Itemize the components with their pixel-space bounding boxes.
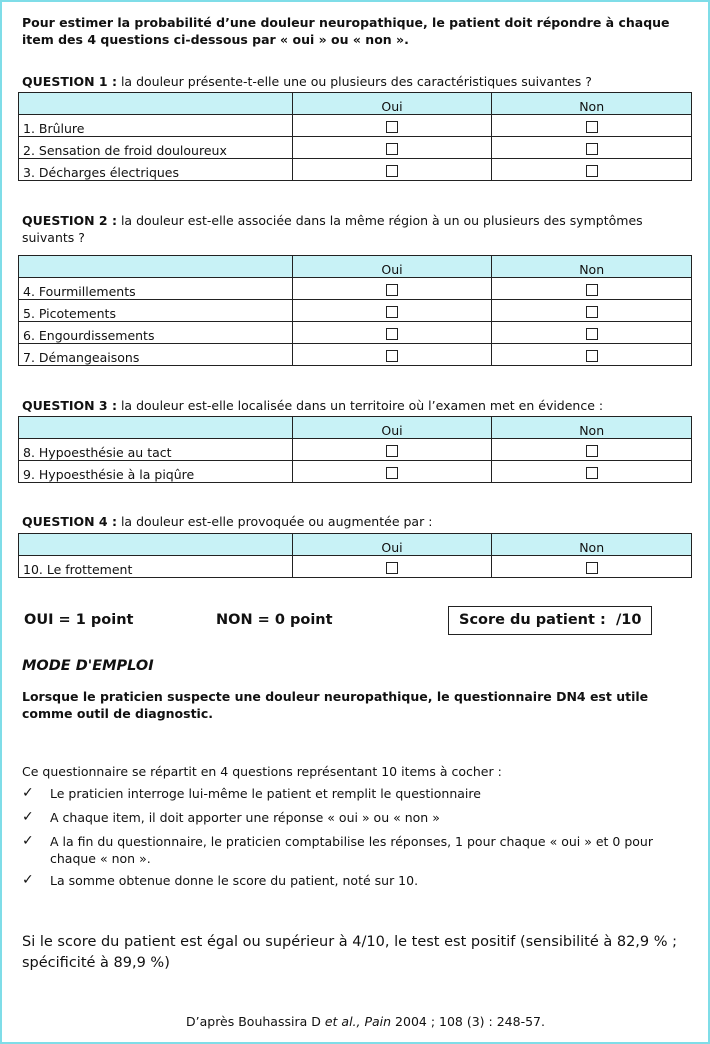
check-icon: ✓ [22, 833, 34, 849]
result-text: Si le score du patient est égal ou supérieur à 4/10, le test est positif (sensibilité à 82,9 % ; spécificité à 89,9 %) [22, 934, 678, 971]
item-label: 1. Brûlure [19, 115, 293, 137]
reference-rest: 2004 ; 108 (3) : 248-57. [391, 1014, 545, 1029]
question-1-text: la douleur présente-t-elle une ou plusieurs des caractéristiques suivantes ? [116, 74, 592, 89]
check-icon: ✓ [22, 809, 34, 825]
question-2-title [22, 212, 662, 246]
non-header: Non [492, 256, 692, 278]
item-label: 7. Démangeaisons [19, 344, 293, 366]
non-header: Non [492, 534, 692, 556]
item-label: 4. Fourmillements [19, 278, 293, 300]
check-text: La somme obtenue donne le score du patient, noté sur 10. [50, 873, 419, 888]
table-row [19, 344, 692, 366]
question-4-label: QUESTION 4 : [22, 514, 117, 529]
non-checkbox[interactable] [586, 445, 598, 457]
table-row [19, 137, 692, 159]
mode-intro: Ce questionnaire se répartit en 4 questions représentant 10 items à cocher : [22, 764, 502, 779]
table-row [19, 115, 692, 137]
check-icon: ✓ [22, 872, 34, 888]
table-row [19, 439, 692, 461]
intro-text: Pour estimer la probabilité d’une douleur neuropathique, le patient doit répondre à chaque item des 4 questions ci-dessous par « oui » ou « non ». [22, 15, 670, 47]
oui-checkbox[interactable] [386, 328, 398, 340]
question-2-text: la douleur est-elle associée dans la même région à un ou plusieurs des symptômes suivants ? [22, 213, 643, 245]
score-label: Score du patient : [459, 612, 606, 628]
oui-header: Oui [292, 256, 492, 278]
item-label: 8. Hypoesthésie au tact [19, 439, 293, 461]
oui-checkbox[interactable] [386, 284, 398, 296]
oui-checkbox[interactable] [386, 143, 398, 155]
table-row [19, 159, 692, 181]
check-text: A la fin du questionnaire, le praticien comptabilise les réponses, 1 pour chaque « oui » et 0 pour chaque « non ». [50, 834, 653, 866]
non-checkbox[interactable] [586, 328, 598, 340]
table-row [19, 278, 692, 300]
oui-checkbox[interactable] [386, 165, 398, 177]
question-4-title [22, 513, 662, 530]
oui-checkbox[interactable] [386, 350, 398, 362]
check-text: Le praticien interroge lui-même le patient et remplit le questionnaire [50, 786, 481, 801]
question-1-label: QUESTION 1 : [22, 74, 117, 89]
non-checkbox[interactable] [586, 165, 598, 177]
non-checkbox[interactable] [586, 121, 598, 133]
question-4-table [18, 533, 692, 578]
question-4-text: la douleur est-elle provoquée ou augmentée par : [116, 514, 433, 529]
item-label: 9. Hypoesthésie à la piqûre [19, 461, 293, 483]
non-checkbox[interactable] [586, 562, 598, 574]
non-header: Non [492, 93, 692, 115]
item-label: 6. Engourdissements [19, 322, 293, 344]
item-label: 3. Décharges électriques [19, 159, 293, 181]
question-1-table [18, 92, 692, 181]
reference-prefix: D’après Bouhassira D [186, 1014, 325, 1029]
question-3-text: la douleur est-elle localisée dans un territoire où l’examen met en évidence : [116, 398, 604, 413]
table-row [19, 461, 692, 483]
oui-checkbox[interactable] [386, 467, 398, 479]
item-label: 10. Le frottement [19, 556, 293, 578]
reference-journal: Pain [364, 1014, 392, 1029]
item-label: 2. Sensation de froid douloureux [19, 137, 293, 159]
oui-checkbox[interactable] [386, 562, 398, 574]
question-2-table [18, 255, 692, 366]
oui-checkbox[interactable] [386, 121, 398, 133]
table-row [19, 322, 692, 344]
table-row [19, 556, 692, 578]
question-3-title [22, 397, 662, 414]
score-max: /10 [616, 612, 642, 628]
question-1-title [22, 73, 662, 90]
question-3-label: QUESTION 3 : [22, 398, 117, 413]
reference [186, 1014, 545, 1029]
non-checkbox[interactable] [586, 284, 598, 296]
item-label: 5. Picotements [19, 300, 293, 322]
oui-header: Oui [292, 93, 492, 115]
oui-points: OUI = 1 point [24, 612, 134, 628]
check-text: A chaque item, il doit apporter une réponse « oui » ou « non » [50, 810, 440, 825]
table-row [19, 300, 692, 322]
oui-checkbox[interactable] [386, 445, 398, 457]
non-header: Non [492, 417, 692, 439]
reference-etal: et al., [324, 1014, 361, 1029]
oui-checkbox[interactable] [386, 306, 398, 318]
oui-header: Oui [292, 417, 492, 439]
non-points: NON = 0 point [216, 612, 333, 628]
non-checkbox[interactable] [586, 143, 598, 155]
score-box [448, 606, 652, 635]
mode-title: MODE D'EMPLOI [22, 658, 154, 674]
mode-body: Lorsque le praticien suspecte une douleur neuropathique, le questionnaire DN4 est utile comme outil de diagnostic. [22, 689, 649, 721]
non-checkbox[interactable] [586, 350, 598, 362]
oui-header: Oui [292, 534, 492, 556]
question-2-label: QUESTION 2 : [22, 213, 117, 228]
non-checkbox[interactable] [586, 467, 598, 479]
check-icon: ✓ [22, 785, 34, 801]
non-checkbox[interactable] [586, 306, 598, 318]
question-3-table [18, 416, 692, 483]
